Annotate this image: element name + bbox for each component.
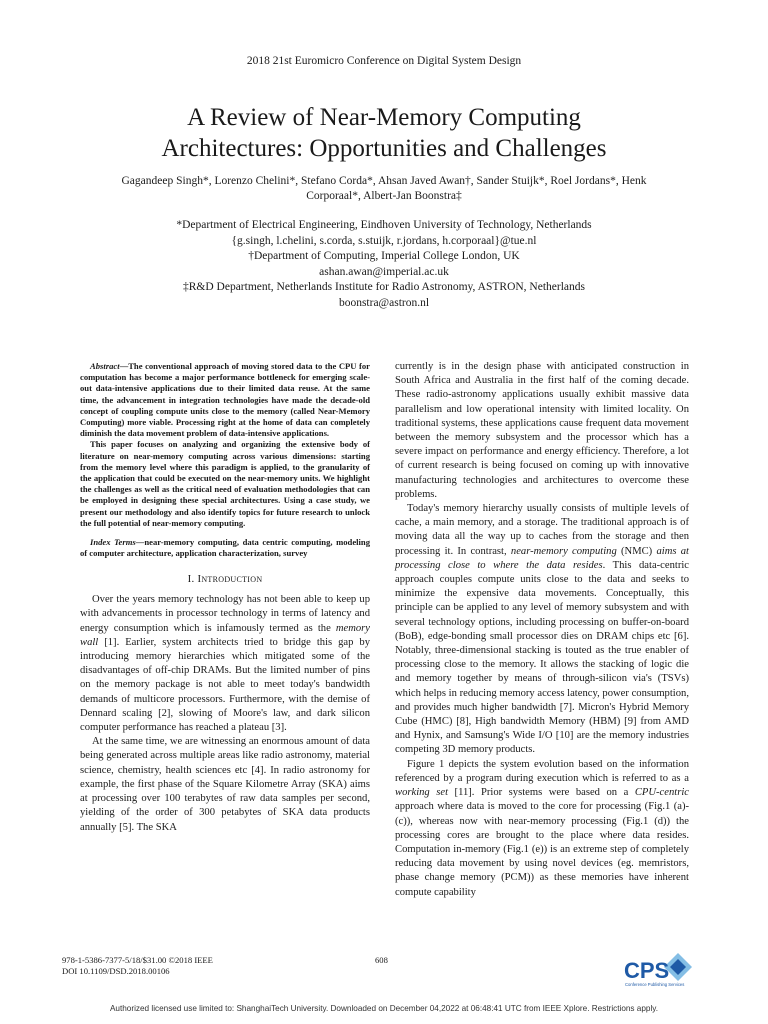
emphasis-text: near-memory computing [510, 545, 617, 557]
affiliation-2: †Department of Computing, Imperial College London, UK [248, 250, 520, 262]
author-list [110, 174, 658, 204]
right-paragraph-continued: currently is in the design phase with anticipated construction in South Africa and Australia in the first half of the coming decade. These radio-astronomy applications usually exhibit massive data parallelism and low operational intensity with limited locality. On traditional systems, these applications cause frequent data movement between the memory subsystem and the processor which has a severe impact on performance and energy efficiency. Therefore, a lot of current research is being focused on coming up with innovative manufacturing technologies and architectures to overcome these problems. [395, 361, 689, 500]
paper-title [0, 102, 768, 164]
author-line-1: Gagandeep Singh*, Lorenzo Chelini*, Stefano Corda*, Ahsan Javed Awan†, Sander Stuijk*, Roel Jordans*, Henk [121, 175, 647, 187]
section-heading: I. Introduction [187, 573, 263, 586]
emphasis-text: working set [395, 787, 449, 799]
affiliation-email-2: ashan.awan@imperial.ac.uk [319, 265, 449, 278]
right-paragraph-1 [395, 502, 689, 758]
license-notice: Authorized licensed use limited to: ShanghaiTech University. Downloaded on December 04,2022 at 06:48:41 UTC from IEEE Xplore. Restrictions apply. [109, 1004, 659, 1013]
page-number: 608 [375, 955, 388, 965]
right-paragraph-2 [395, 758, 689, 900]
affiliation-email-3: boonstra@astron.nl [338, 296, 430, 309]
abstract-label: Abstract [90, 361, 120, 371]
index-terms [80, 537, 370, 559]
cps-logo [624, 951, 694, 989]
affiliation-emails-1: {g.singh, l.chelini, s.corda, s.stuijk, r.jordans, h.corporaal}@tue.nl [231, 234, 537, 247]
conference-header: 2018 21st Euromicro Conference on Digital System Design [246, 55, 522, 67]
text-run: Over the years memory technology has not been able to keep up with advancements in processor technology in terms of latency and energy consumption which is infamously termed as the [80, 594, 370, 634]
title-line-1: A Review of Near-Memory Computing [187, 104, 581, 131]
abstract-paragraph-1: —The conventional approach of moving stored data to the CPU for computation has become a major performance bottleneck for emerging scale-out data-intensive applications due to their limited data reuse. At the same time, the advancement in integration technologies have made the decade-old concept of coupling compute units close to the memory (called Near-Memory Computing) more viable. Processing right at the home of data can completely diminish the data movement problem of data-intensive applications. [80, 361, 370, 439]
text-run: approach where data is moved to the core for processing (Fig.1 (a)-(c)), whereas now with near-memory processing (Fig.1 (d)) the processing cores are brought to the place where data resides. Computation in-memory (Fig.1 (e)) is an extreme step of completely reducing data movement by using novel devices (eg. memristors, phase change memory (PCM)) as these memories have inherent compute capability [395, 801, 689, 898]
author-line-2: Corporaal*, Albert-Jan Boonstra‡ [306, 190, 462, 202]
text-run: Today's memory hierarchy usually consists of multiple levels of cache, a main memory, and a storage. The traditional approach is of moving data all the way up to caches from the storage and then processing it. In contrast, [395, 503, 689, 557]
intro-body-left [80, 593, 370, 834]
abstract [80, 361, 370, 529]
emphasis-text: memory wall [80, 622, 370, 648]
abstract-paragraph-2: This paper focuses on analyzing and organizing the extensive body of literature on near-memory computing across various dimensions: starting from the memory level where this paradigm is applied, to the granularity of the application that could be executed on the near-memory units. We highlight the challenges as well as the critical need of evaluation methodologies that can be employed in designing these special architectures. Using a case study, we present our methodology and also identify topics for future research to unlock the full potential of near-memory computing. [80, 439, 370, 528]
right-column [395, 360, 689, 900]
intro-paragraph-2: At the same time, we are witnessing an enormous amount of data being generated across multiple areas like radio astronomy, material science, chemistry, health sciences etc [4]. In radio astronomy for example, the first phase of the Square Kilometre Array (SKA) aims at processing over 100 terabytes of raw data samples per second, yielding of the order of 300 petabytes of SKA data products annually [5]. The SKA [80, 736, 370, 833]
cps-logo-icon [624, 951, 694, 989]
text-run: . This data-centric approach couples compute units close to the data and seeks to minimize the expensive data movements. Conceptually, this principle can be applied to any level of memory subsystem and with several technology options, including processing on buffer-on-board (BoB), edge-bonding small processor dies on DRAM chips etc [6]. Notably, three-dimensional stacking is touted as the true enabler of processing close to the memory. It allows the stacking of logic die and memory together by means of through-silicon via's (TSVs) which helps in reducing memory access latency, power consumption, and provides much higher bandwidth [7]. Micron's Hybrid Memory Cube (HMC) [8], High bandwidth Memory (HBM) [9] from AMD and Hynix, and Samsung's Wide I/O [10] are the memory industries competing 3D memory products. [395, 559, 689, 756]
emphasis-text: CPU-centric [634, 787, 689, 799]
emphasis-text: aims at processing close to where the data resides [395, 545, 689, 571]
title-line-2: Architectures: Opportunities and Challenges [161, 135, 607, 162]
index-terms-label: Index Terms [90, 537, 136, 548]
logo-subtext: Conference Publishing Services [625, 982, 685, 987]
isbn-line: 978-1-5386-7377-5/18/$31.00 ©2018 IEEE [62, 955, 213, 965]
text-run: Figure 1 depicts the system evolution based on the information referenced by a program during execution which is referred to as a [395, 758, 689, 784]
affiliation-1: *Department of Electrical Engineering, Eindhoven University of Technology, Netherlands [176, 219, 592, 231]
left-column [80, 361, 370, 835]
logo-text: CPS [624, 958, 670, 983]
affiliation-3: ‡R&D Department, Netherlands Institute for Radio Astronomy, ASTRON, Netherlands [182, 281, 585, 293]
affiliations [0, 218, 768, 311]
text-run: [11]. Prior systems were based on a [448, 787, 635, 799]
doi-line: DOI 10.1109/DSD.2018.00106 [62, 965, 170, 976]
text-run: [1]. Earlier, system architects tried to bridge this gap by introducing memory hierarchies which mitigated some of the disadvantages of off-chip DRAMs. But the limited number of pins on the memory package is not able to meet today's bandwidth demands of multicore processors. Furthermore, with the demise of Dennard scaling [2], slowing of Moore's law, and dark silicon computer performance has reached a plateau [3]. [80, 636, 370, 734]
text-run: (NMC) [616, 545, 657, 557]
index-terms-text: —near-memory computing, data centric computing, modeling of computer architecture, application characterization, survey [80, 537, 370, 559]
intro-paragraph-1 [80, 593, 370, 735]
footer-publication-info [62, 955, 213, 976]
